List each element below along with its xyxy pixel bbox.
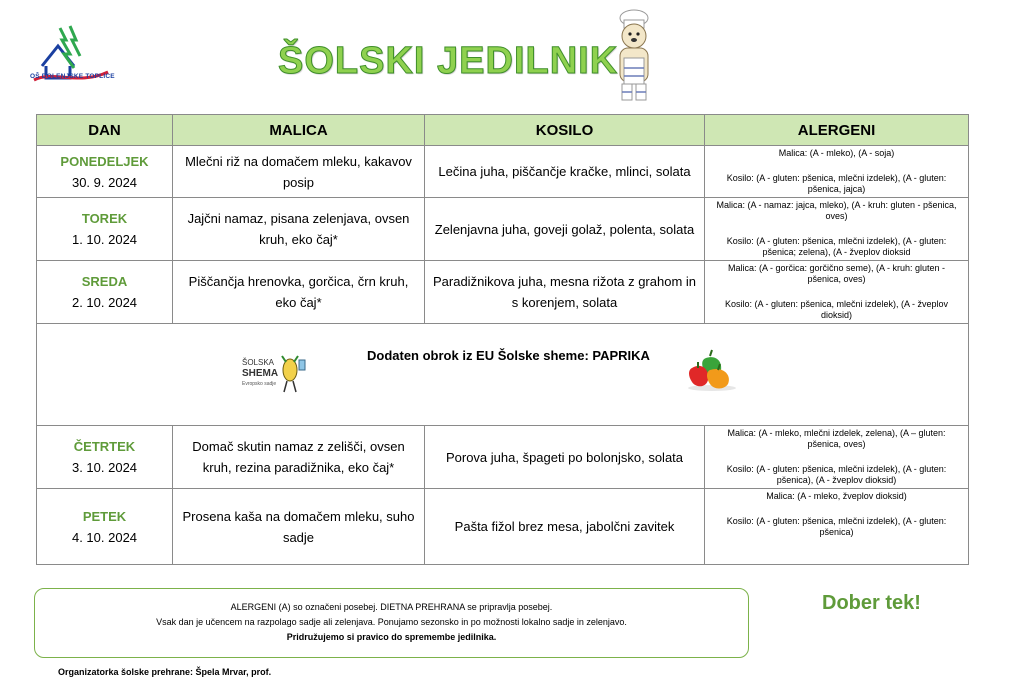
svg-text:Evropsko sadje: Evropsko sadje [242,381,277,387]
malica-cell: Jajčni namaz, pisana zelenjava, ovsen kruh, eko čaj* [173,198,425,261]
table-row [37,261,969,324]
notice-box [34,588,749,658]
day-name: PONEDELJEK [60,153,149,169]
day-date: 4. 10. 2024 [71,529,138,545]
special-meal-text: Dodaten obrok iz EU Šolske sheme: PAPRIKA [367,348,650,363]
solska-shema-logo [242,354,310,398]
table-row [37,198,969,261]
allergen-cell [705,198,969,261]
day-name: PETEK [82,508,127,524]
malica-cell: Domač skutin namaz z zelišči, ovsen kruh, rezina paradižnika, eko čaj* [173,426,425,489]
svg-text:SHEMA: SHEMA [242,368,279,379]
notice-line-3: Pridružujemo si pravico do spremembe jedilnika. [286,632,497,642]
day-name: ČETRTEK [73,439,136,454]
menu-table [36,114,969,565]
table-row [37,426,969,489]
chef-bear-illustration [604,8,668,106]
header-day: DAN [37,115,173,146]
allergen-malica: Malica: (A - mleko, mlečni izdelek, zelena), (A – gluten: pšenica, oves) [727,428,946,449]
allergen-malica: Malica: (A - namaz: jajca, mleko), (A - kruh: gluten - pšenica, oves) [716,200,957,221]
table-row [37,489,969,565]
header-malica: MALICA [173,115,425,146]
header-kosilo: KOSILO [425,115,705,146]
allergen-cell [705,426,969,489]
school-logo-text: OŠ DOLENJSKE TOPLICE [30,73,115,80]
allergen-cell [705,489,969,565]
day-name: TOREK [81,211,128,226]
allergen-malica: Malica: (A - mleko), (A - soja) [778,148,895,158]
day-date: 2. 10. 2024 [71,295,138,310]
organizer-text: Organizatorka šolske prehrane: Špela Mrvar, prof. [58,667,272,677]
day-date: 30. 9. 2024 [71,174,138,190]
kosilo-cell: Paradižnikova juha, mesna rižota z grahom in s korenjem, solata [425,261,705,324]
kosilo-cell: Zelenjavna juha, goveji golaž, polenta, solata [425,198,705,261]
allergen-malica: Malica: (A - mleko, žveplov dioksid) [766,491,907,501]
notice-line-2: Vsak dan je učencem na razpolago sadje ali zelenjava. Ponujamo sezonsko in po možnosti lokalno sadje in zelenjavo. [156,617,627,627]
special-row [37,324,969,426]
page-title: ŠOLSKI JEDILNIK [278,40,619,82]
header-alergeni: ALERGENI [705,115,969,146]
allergen-kosilo: Kosilo: (A - gluten: pšenica, mlečni izdelek), (A - gluten: pšenica) [726,516,947,537]
malica-cell: Piščančja hrenovka, gorčica, črn kruh, eko čaj* [173,261,425,324]
day-name: SREDA [81,274,128,289]
kosilo-cell: Porova juha, špageti po bolonjsko, solata [425,426,705,489]
allergen-kosilo: Kosilo: (A - gluten: pšenica, mlečni izdelek), (A - gluten: pšenica, jajca) [726,173,947,194]
malica-cell: Mlečni riž na domačem mleku, kakavov posip [173,146,425,198]
notice-line-1: ALERGENI (A) so označeni posebej. DIETNA PREHRANA se pripravlja posebej. [230,602,553,612]
day-date: 1. 10. 2024 [71,232,138,247]
dober-tek-text: Dober tek! [822,592,921,614]
allergen-kosilo: Kosilo: (A - gluten: pšenica, mlečni izdelek), (A - gluten: pšenica; zelena), (A - žveplov dioksid [726,236,947,257]
day-date: 3. 10. 2024 [71,460,138,475]
kosilo-cell: Lečina juha, piščančje kračke, mlinci, solata [425,146,705,198]
allergen-malica: Malica: (A - gorčica: gorčično seme), (A - kruh: gluten - pšenica, oves) [727,263,946,284]
allergen-cell [705,146,969,198]
table-row [37,146,969,198]
svg-text:ŠOLSKA: ŠOLSKA [242,358,275,367]
malica-cell: Prosena kaša na domačem mleku, suho sadje [173,489,425,565]
allergen-kosilo: Kosilo: (A - gluten: pšenica, mlečni izdelek), (A - gluten: pšenica), (A - žveplov dioksid) [726,464,947,485]
allergen-kosilo: Kosilo: (A - gluten: pšenica, mlečni izdelek), (A - žveplov dioksid) [724,299,949,320]
pepper-icon [684,348,740,392]
allergen-cell [705,261,969,324]
kosilo-cell: Pašta fižol brez mesa, jabolčni zavitek [425,489,705,565]
